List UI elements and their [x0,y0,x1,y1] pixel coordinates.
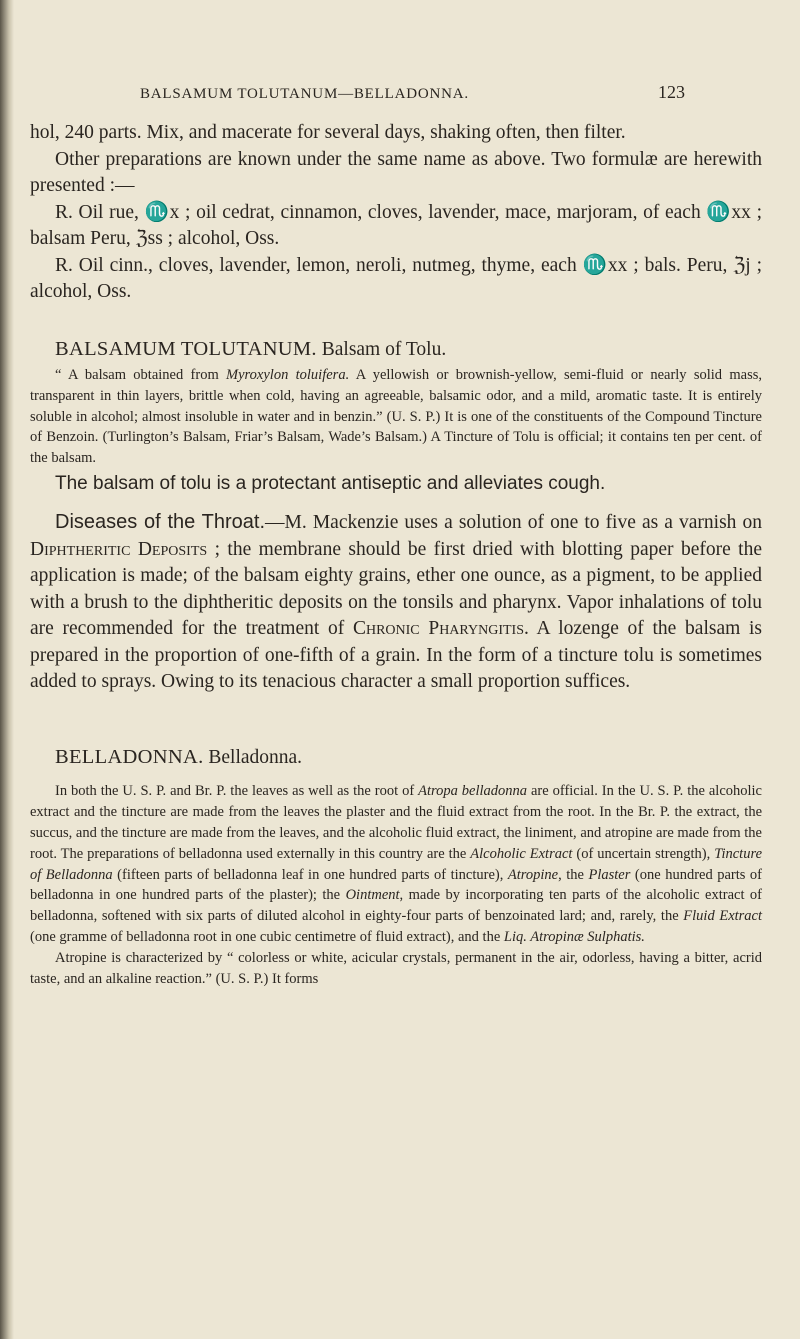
bd-liq-atropinae: Liq. Atropinæ Sulphatis. [503,929,645,946]
throat-text-3: A lozenge of the balsam is prepared in the proportion of one-fifth of a grain. In the form of a tincture tolu is sometimes added to sprays. Owing to its tenacious character a small proportion suffices. [30,618,762,693]
throat-smallcaps-1: Diphtheritic Deposits [30,538,208,560]
intro-line-2: Other preparations are known under the same name as above. Two formulæ are herewith presented :— [30,148,762,196]
throat-paragraph [30,509,762,696]
bd-text-g: , made by incorporating ten parts of the alcoholic extract of belladonna, softened with six parts of diluted alcohol in eighty-four parts of benzoinated lard; and, rarely, the [30,887,762,925]
throat-smallcaps-2: Chronic Pharyngitis. [352,618,529,640]
tolu-species: Myroxylon toluifera. [226,367,350,383]
belladonna-heading-common: Belladonna. [208,746,303,768]
running-title: BALSAMUM TOLUTANUM—BELLADONNA. [140,86,469,102]
bd-text-b: are official. In the U. S. P. the alcoholic extract and the tincture are made from the leaves the plaster and the fluid extract from the root. In the Br. P. the extract, the succus, and the tincture are made from the leaves, and the alcoholic fluid extract, the liniment, and atropine are made from the root. The preparations of belladonna used externally in this country are the [30,783,762,862]
tolu-desc-b: A yellowish or brownish-yellow, semi-fluid or nearly solid mass, transparent in thin layers, brittle when cold, having an agreeable, balsamic odor, and a mild, aromatic taste. It is entirely soluble in alcohol; almost insoluble in water and in benzin.” (U. S. P.) It is one of the constituents of the Compound Tincture of Benzoin. (Turlington’s Balsam, Friar’s Balsam, Wade’s Balsam.) A Tincture of Tolu is official; it contains ten per cent. of the balsam. [30,367,762,467]
tolu-heading-common: Balsam of Tolu. [321,338,447,360]
formula-1: R. Oil rue, ♏x ; oil cedrat, cinnamon, cloves, lavender, mace, marjoram, of each ♏xx ; balsam Peru, ℨss ; alcohol, Oss. [30,201,762,249]
belladonna-paragraph [30,781,762,947]
throat-text-2: ; the membrane should be first dried with blotting paper before the application is made; of the balsam eighty grains, ether one ounce, as a pigment, to be applied with a brush to the diphtheritic deposits on the tonsils and pharynx. Vapor inhalations of tolu are recommended for the treatment of [30,538,762,640]
tolu-description [30,365,762,469]
bd-text-a: In both the U. S. P. and Br. P. the leaves as well as the root of [55,783,419,800]
belladonna-heading-title: BELLADONNA. [55,745,204,768]
bd-tincture: Tincture of Belladonna [30,845,763,883]
bd-species: Atropa belladonna [418,783,528,800]
throat-heading: Diseases of the Throat. [55,511,266,534]
running-header [140,82,685,103]
bd-text-h: (one gramme of belladonna root in one cubic centimetre of fluid extract), and the [30,929,504,946]
belladonna-heading [30,744,762,772]
bd-atropine: Atropine [507,866,559,883]
page-number: 123 [658,82,685,102]
bd-text-c: (of uncertain strength), [572,845,715,862]
bd-text-e: , the [558,866,589,883]
tolu-desc-a: “ A balsam obtained from [55,367,227,383]
bd-plaster: Plaster [588,866,631,883]
atropine-paragraph: Atropine is characterized by “ colorless or white, acicular crystals, permanent in the air, odorless, having a bitter, acrid taste, and an alkaline reaction.” (U. S. P.) It forms [30,949,762,987]
bd-ointment: Ointment [345,887,400,904]
page-body [30,120,762,989]
intro-line-1: hol, 240 parts. Mix, and macerate for several days, shaking often, then filter. [30,122,626,143]
bd-alcoholic-extract: Alcoholic Extract [470,845,573,862]
tolu-heading [30,336,762,364]
bd-text-f: (one hundred parts of belladonna in one hundred parts of the plaster); the [30,866,763,904]
bd-fluid-extract: Fluid Extract [683,908,763,925]
formula-2: R. Oil cinn., cloves, lavender, lemon, neroli, nutmeg, thyme, each ♏xx ; bals. Peru, ℨj ; alcohol, Oss. [30,254,762,302]
tolu-note: The balsam of tolu is a protectant antiseptic and alleviates cough. [55,472,606,494]
tolu-heading-title: BALSAMUM TOLUTANUM. [55,337,317,360]
bd-text-d: (fifteen parts of belladonna leaf in one hundred parts of tincture), [112,866,508,883]
throat-text-1: —M. Mackenzie uses a solution of one to five as a varnish on [265,512,763,534]
